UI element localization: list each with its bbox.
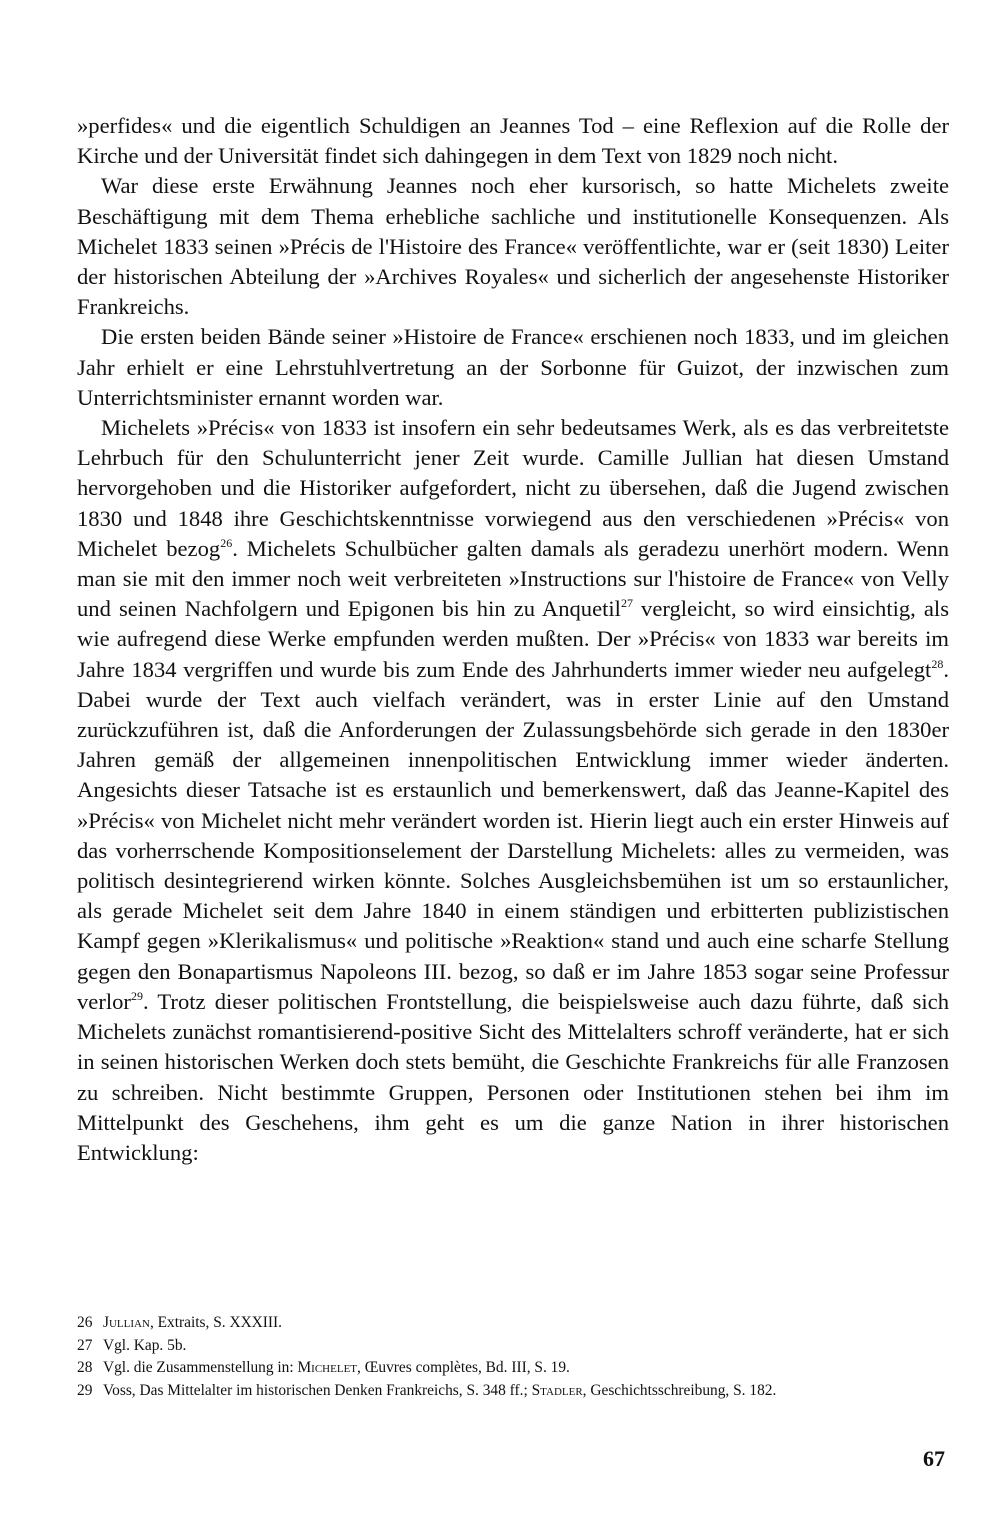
footnote-text <box>103 1380 949 1403</box>
footnote-number: 26 <box>77 1314 93 1331</box>
paragraph-4-text: vergleicht, so wird einsichtig, als wie aufregend diese Werke empfunden werden mußten. Der »Précis« von 1833 war bereits im Jahre 1834 vergriffen und wurde bis zum Ende des Jahrhunderts immer wieder neu aufgelegt <box>77 596 949 682</box>
paragraph-1: »perfides« und die eigentlich Schuldigen an Jeannes Tod – eine Reflexion auf die Rolle der Kirche und der Universität findet sich dahingegen in dem Text von 1829 noch nicht. <box>77 113 949 169</box>
footnote-body: , Œuvres complètes, Bd. III, S. 19. <box>357 1359 570 1377</box>
footnote-ref-29: 29 <box>130 988 143 1003</box>
footnote-number: 29 <box>77 1381 93 1399</box>
footnote-number: 28 <box>77 1359 93 1377</box>
footnote-29 <box>77 1380 949 1403</box>
footnote-body: , Geschichtsschreibung, S. 182. <box>582 1381 777 1399</box>
footnote-body: , Extraits, S. XXXIII. <box>149 1314 283 1331</box>
paragraph-4 <box>77 413 949 1168</box>
paragraph-4-text: . Dabei wurde der Text auch vielfach verändert, was in erster Linie auf den Umstand zurückzuführen ist, daß die Anforderungen der Zulassungsbehörde sich gerade in den 1830er Jahren gemäß der allgemeinen innenpolitischen Entwicklung immer wieder änderten. Angesichts dieser Tatsache ist es erstaunlich und bemerkenswert, daß das Jeanne-Kapitel des »Précis« von Michelet nicht mehr verändert worden ist. Hierin liegt auch ein erster Hinweis auf das vorherrschende Kompositionselement der Darstellung Michelets: alles zu vermeiden, was politisch desintegrierend wirken könnte. Solches Ausgleichsbemühen ist um so erstaunlicher, als gerade Michelet seit dem Jahre 1840 in einem ständigen und erbitterten publizistischen Kampf gegen »Klerikalismus« und politische »Reaktion« stand und auch eine scharfe Stellung gegen den Bonapartismus Napoleons III. bezog, so daß er im Jahre 1853 sogar seine Professur verlor <box>77 656 949 1014</box>
paragraph-3: Die ersten beiden Bände seiner »Histoire de France« erschienen noch 1833, und im gleichen Jahr erhielt er eine Lehrstuhlvertretung an der Sorbonne für Guizot, der inzwischen zum Unterrichtsminister ernannt worden war. <box>77 324 949 410</box>
paragraph-4-text: . Trotz dieser politischen Frontstellung, die beispielsweise auch dazu führte, daß sich Michelets zunächst romantisierend-positive Sicht des Mittelalters schroff veränderte, hat er sich in seinen historischen Werken doch stets bemüht, die Geschichte Frankreichs für alle Franzosen zu schreiben. Nicht bestimmte Gruppen, Personen oder Institutionen stehen bei ihm im Mittelpunkt des Geschehens, ihm geht es um die ganze Nation in ihrer historischen Entwicklung: <box>77 988 949 1165</box>
footnote-author: Stadler <box>531 1381 583 1399</box>
page-number: 67 <box>923 1446 945 1471</box>
footnote-body: Vgl. Kap. 5b. <box>103 1336 187 1354</box>
footnote-text <box>103 1357 949 1380</box>
paragraph-2: War diese erste Erwähnung Jeannes noch eher kursorisch, so hatte Michelets zweite Beschäftigung mit dem Thema erhebliche sachliche und institutionelle Konsequenzen. Als Michelet 1833 seinen »Précis de l'Histoire des France« veröffentlichte, war er (seit 1830) Leiter der historischen Abteilung der »Archives Royales« und sicherlich der angesehenste Historiker Frankreichs. <box>77 173 949 320</box>
footnote-text <box>103 1312 949 1335</box>
footnotes <box>77 1312 949 1402</box>
body-text <box>77 111 949 1168</box>
footnote-ref-28: 28 <box>931 656 944 671</box>
footnote-number: 27 <box>77 1336 93 1354</box>
footnote-author: Jullian <box>103 1314 150 1331</box>
footnote-28 <box>77 1357 949 1380</box>
footnote-ref-27: 27 <box>620 596 633 611</box>
footnote-body: Vgl. die Zusammenstellung in: <box>103 1359 298 1377</box>
paragraph-4-text: . Michelets Schulbücher galten damals als geradezu unerhört modern. Wenn man sie mit den immer noch weit verbreiteten »Instructions sur l'histoire de France« von Velly und seinen Nachfolgern und Epigonen bis hin zu Anquetil <box>77 535 949 622</box>
paragraph-4-text: Michelets »Précis« von 1833 ist insofern ein sehr bedeutsames Werk, als es das verbreitetste Lehrbuch für den Schulunterricht jener Zeit wurde. Camille Jullian hat diesen Umstand hervorgehoben und die Historiker aufgefordert, nicht zu übersehen, daß die Jugend zwischen 1830 und 1848 ihre Geschichtskenntnisse vorwiegend aus den verschiedenen »Précis« von Michelet bezog <box>77 415 949 561</box>
footnote-author: Michelet <box>297 1359 358 1377</box>
footnote-27 <box>77 1335 949 1358</box>
footnote-26 <box>77 1312 949 1335</box>
footnote-body: Voss, Das Mittelalter im historischen Denken Frankreichs, S. 348 ff.; <box>103 1381 532 1399</box>
footnote-ref-26: 26 <box>220 535 233 550</box>
